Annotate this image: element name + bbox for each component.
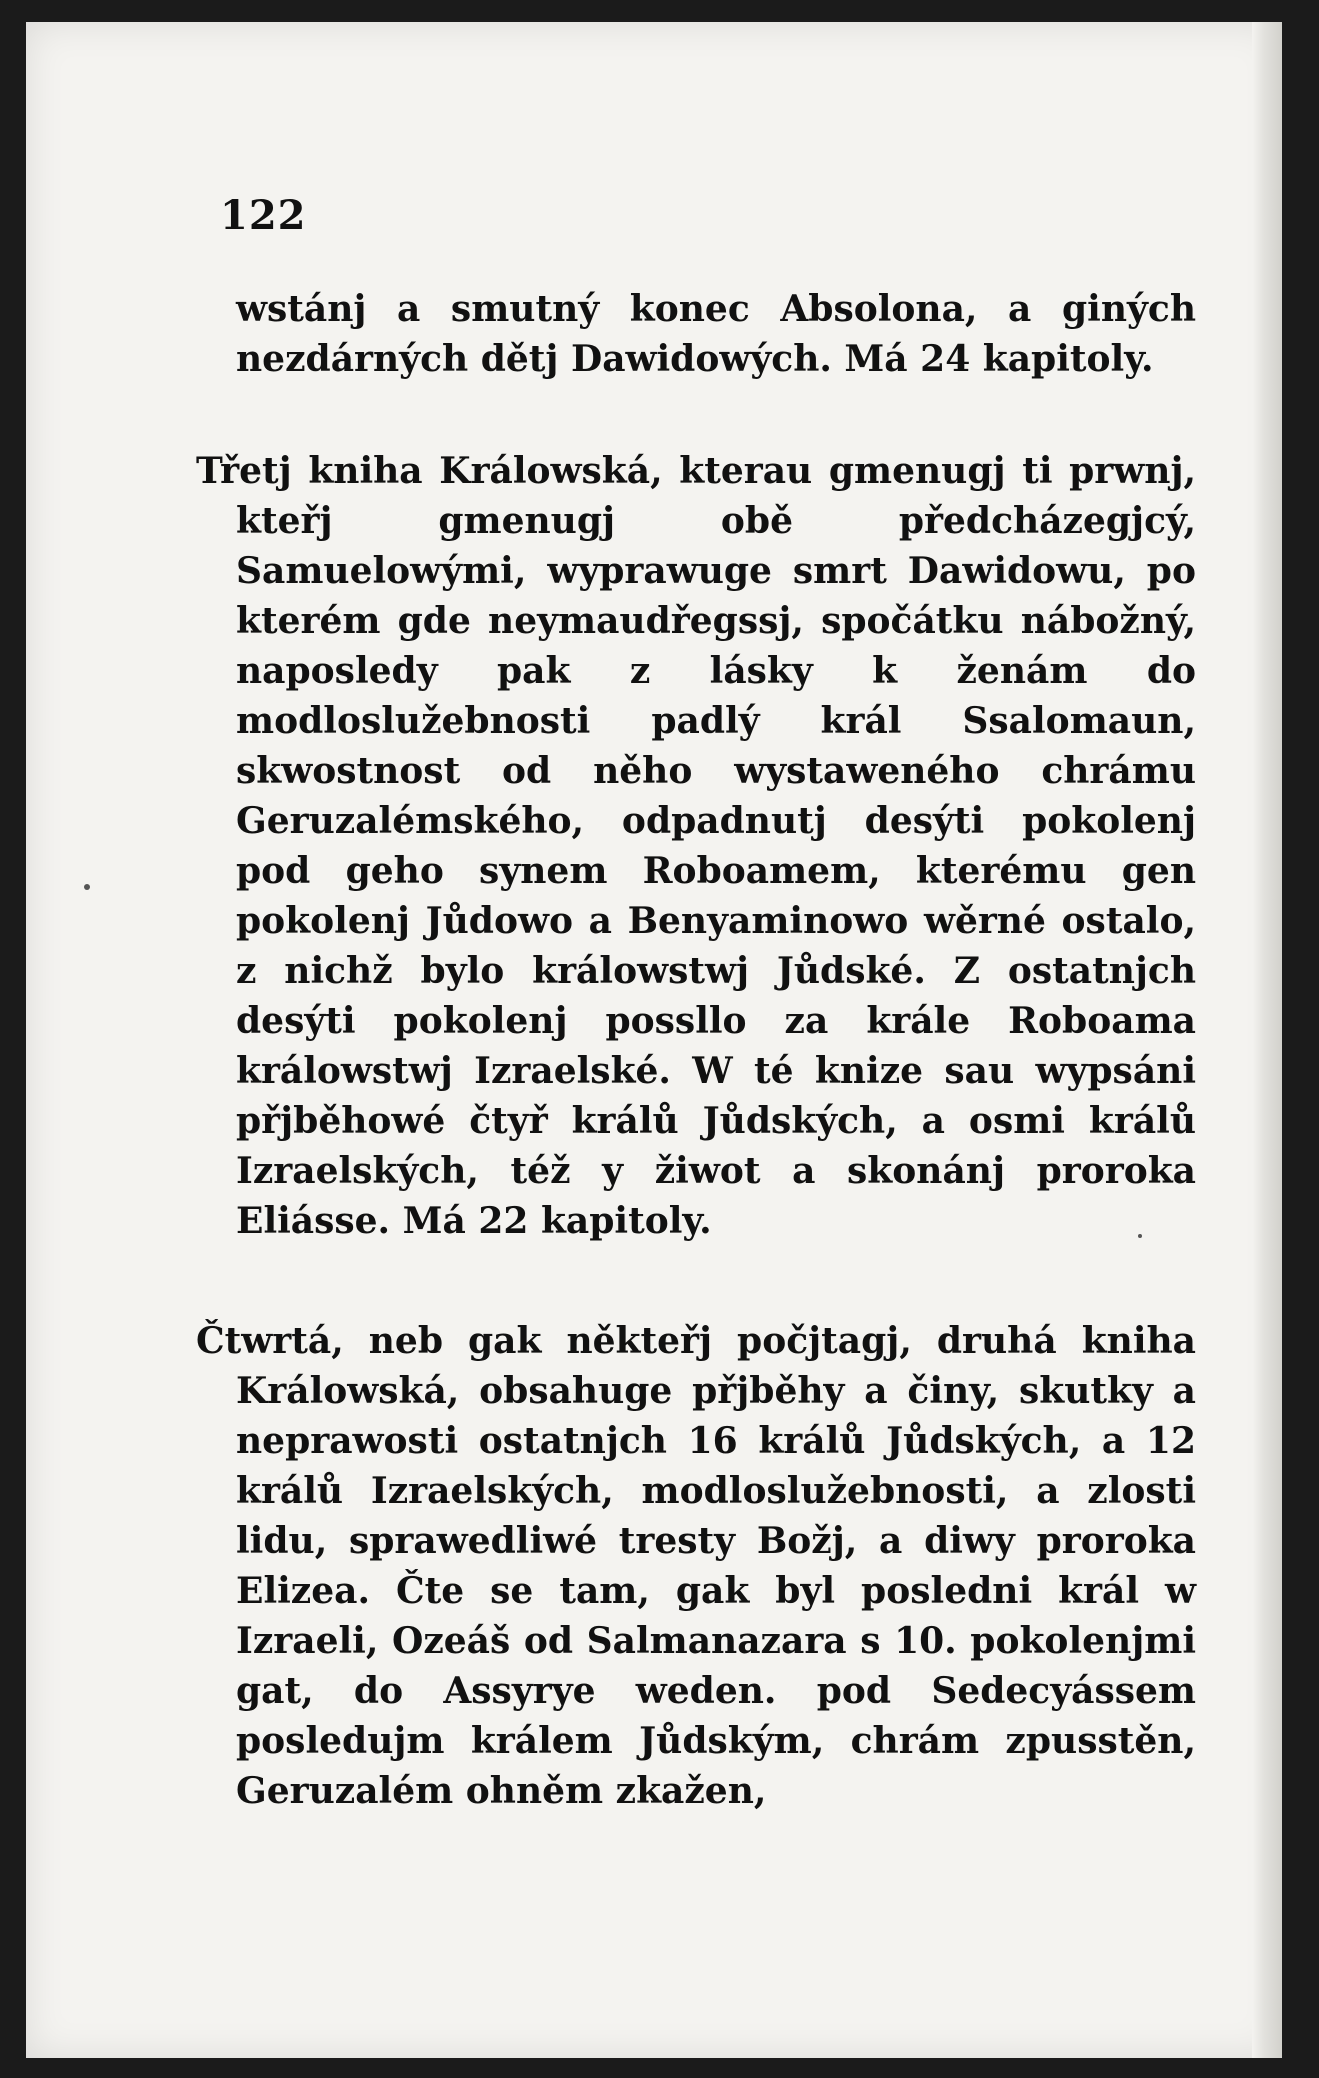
page-edge-shadow <box>1252 22 1282 2058</box>
page-text <box>196 284 1196 1816</box>
paragraph-3: Čtwrtá, neb gak někteřj počjtagj, druhá kniha Králowská, obsahuge přjběhy a činy, skutky a neprawosti ostatnjch 16 králů Jůdských, a 12 králů Izraelských, modloslužebnosti, a zlosti lidu, sprawedliwé tresty Božj, a diwy proroka Elizea. Čte se tam, gak byl posledni král w Izraeli, Ozeáš od Salmanazara s 10. pokolenjmi gat, do Assyrye weden. pod Sedecyássem posledujm králem Jůdským, chrám zpusstěn, Geruzalém ohněm zkažen, <box>196 1320 1196 1812</box>
paper-speck <box>1138 1234 1142 1238</box>
paragraph-1: wstánj a smutný konec Absolona, a giných nezdárných dětj Dawidowých. Má 24 kapitoly. <box>236 288 1196 380</box>
paragraph-2: Třetj kniha Králowská, kterau gmenugj ti prwnj, kteřj gmenugj obě předcházegjcý, Samuelowými, wyprawuge smrt Dawidowu, po kterém gde neymaudřegssj, spočátku nábožný, naposledy pak z lásky k ženám do modloslužebnosti padlý král Ssalomaun, skwostnost od něho wystaweného chrámu Geruzalémského, odpadnutj desýti pokolenj pod geho synem Roboamem, kterému gen pokolenj Jůdowo a Benyaminowo wěrné ostalo, z nichž bylo králowstwj Jůdské. Z ostatnjch desýti pokolenj possllo za krále Roboama králowstwj Izraelské. W té knize sau wypsáni přjběhowé čtyř králů Jůdských, a osmi králů Izraelských, též y žiwot a skonánj proroka Eliásse. Má 22 kapitoly. <box>196 450 1196 1242</box>
paper-speck <box>84 884 90 890</box>
page-number: 122 <box>220 192 307 239</box>
book-page <box>26 22 1282 2058</box>
